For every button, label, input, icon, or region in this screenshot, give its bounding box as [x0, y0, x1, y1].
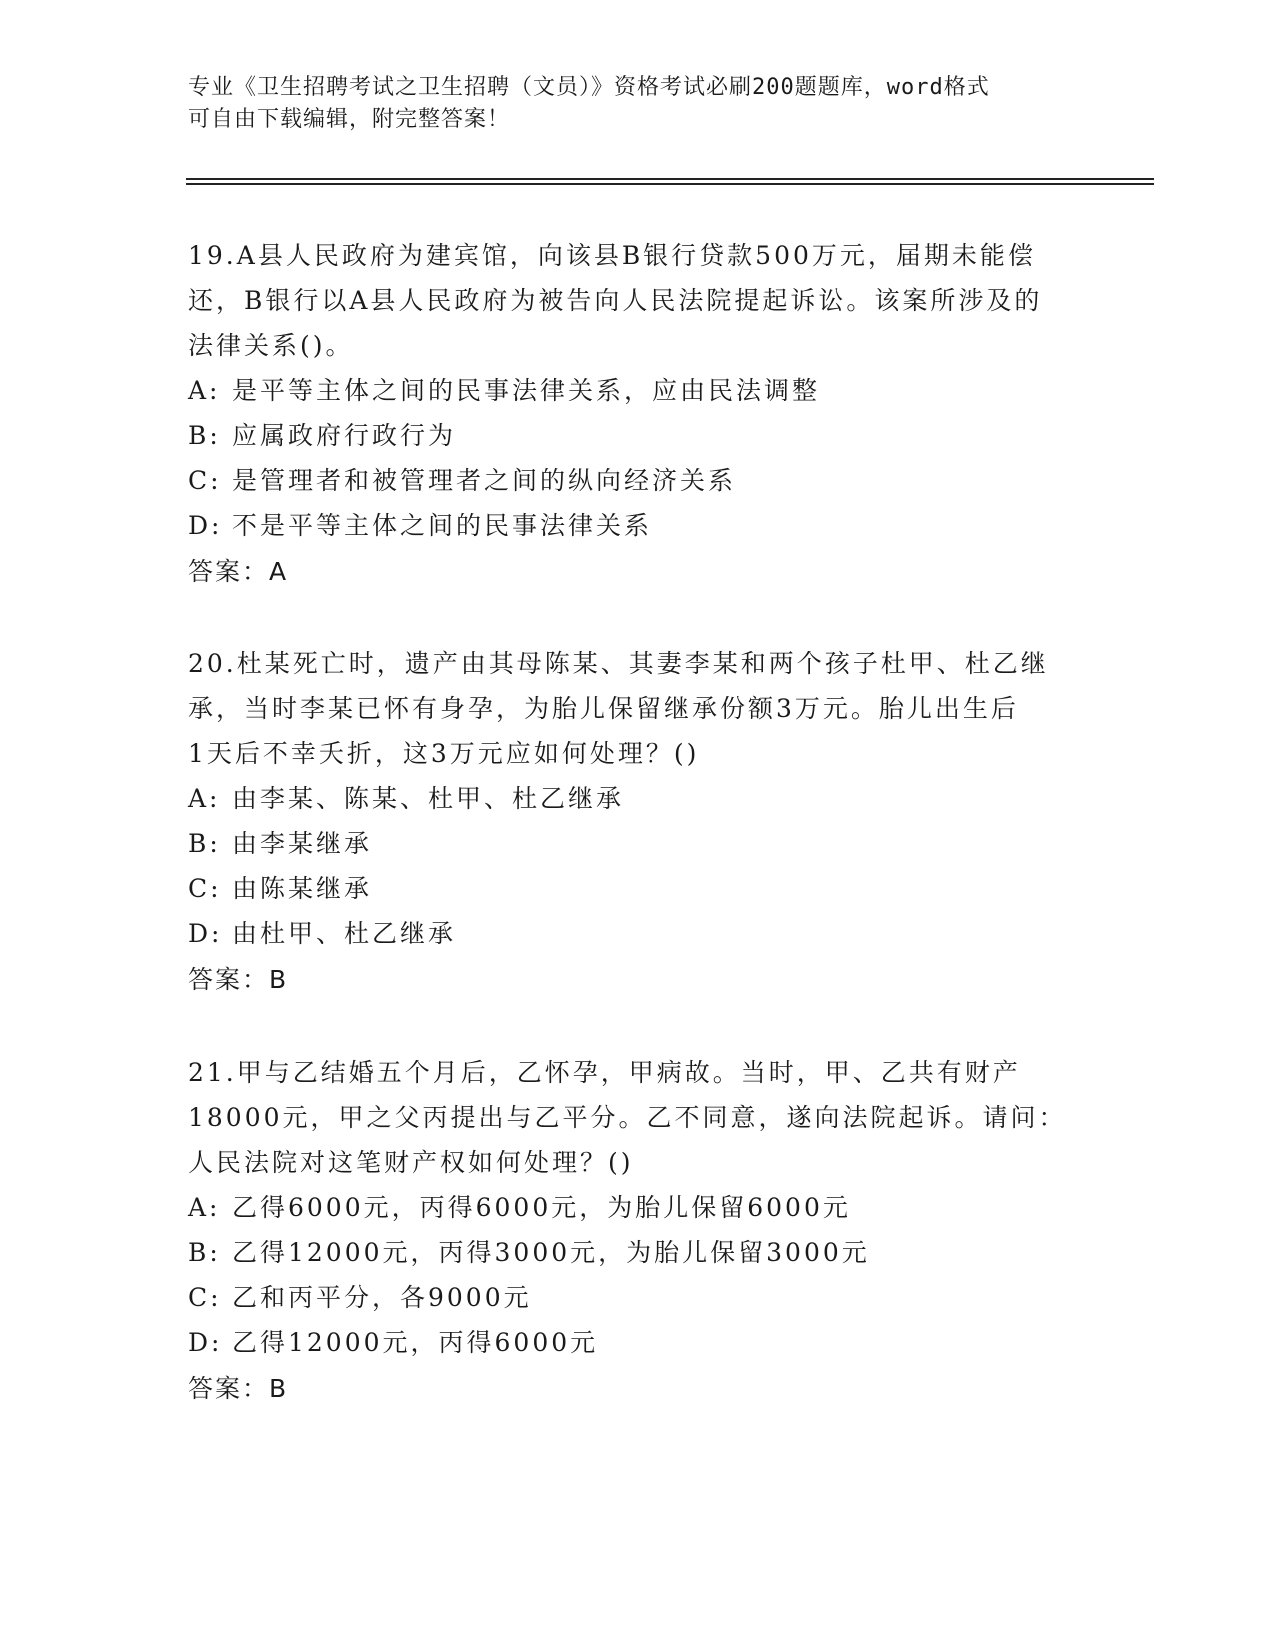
- option-label: B:: [188, 829, 221, 858]
- question-text-line: 还，B银行以A县人民政府为被告向人民法院提起诉讼。该案所涉及的: [188, 286, 1043, 315]
- option-label: A:: [188, 376, 221, 405]
- header-divider-top: [186, 178, 1154, 180]
- option-d: [188, 911, 1088, 956]
- question-21: [188, 1050, 1088, 1411]
- option-text: 由李某、陈某、杜甲、杜乙继承: [232, 784, 625, 813]
- option-d: [188, 1320, 1088, 1365]
- question-20: [188, 641, 1088, 1002]
- question-text-line: 18000元，甲之父丙提出与乙平分。乙不同意，遂向法院起诉。请问：: [188, 1103, 1067, 1132]
- option-label: B:: [188, 421, 221, 450]
- question-19: [188, 233, 1088, 594]
- option-a: [188, 1185, 1088, 1230]
- option-text: 由杜甲、杜乙继承: [232, 919, 457, 948]
- option-text: 乙得6000元，丙得6000元，为胎儿保留6000元: [232, 1193, 851, 1222]
- answer-line: 答案：B: [188, 965, 289, 994]
- option-a: [188, 368, 1088, 413]
- option-label: A:: [188, 1193, 221, 1222]
- header-line-2: 可自由下载编辑，附完整答案！: [188, 107, 511, 132]
- option-c: [188, 866, 1088, 911]
- option-label: B:: [188, 1238, 221, 1267]
- option-a: [188, 776, 1088, 821]
- option-text: 乙得12000元，丙得6000元: [232, 1328, 599, 1357]
- option-c: [188, 458, 1088, 503]
- question-text-line: 20.杜某死亡时，遗产由其母陈某、其妻李某和两个孩子杜甲、杜乙继: [188, 649, 1049, 678]
- option-d: [188, 503, 1088, 548]
- option-label: C:: [188, 466, 222, 495]
- answer-line: 答案：B: [188, 1374, 289, 1403]
- option-b: [188, 1230, 1088, 1275]
- option-text: 是平等主体之间的民事法律关系，应由民法调整: [232, 376, 821, 405]
- question-text-line: 法律关系()。: [188, 331, 354, 360]
- option-text: 乙和丙平分，各9000元: [232, 1283, 532, 1312]
- option-text: 乙得12000元，丙得3000元，为胎儿保留3000元: [232, 1238, 870, 1267]
- document-header: [188, 72, 1088, 136]
- option-text: 不是平等主体之间的民事法律关系: [232, 511, 653, 540]
- option-c: [188, 1275, 1088, 1320]
- option-label: D:: [188, 511, 223, 540]
- question-text-line: 21.甲与乙结婚五个月后，乙怀孕，甲病故。当时，甲、乙共有财产: [188, 1058, 1021, 1087]
- option-text: 是管理者和被管理者之间的纵向经济关系: [232, 466, 737, 495]
- option-label: D:: [188, 1328, 223, 1357]
- option-label: C:: [188, 1283, 222, 1312]
- option-text: 由陈某继承: [232, 874, 373, 903]
- option-b: [188, 413, 1088, 458]
- option-text: 应属政府行政行为: [232, 421, 457, 450]
- question-text-line: 19.A县人民政府为建宾馆，向该县B银行贷款500万元，届期未能偿: [188, 241, 1036, 270]
- option-text: 由李某继承: [232, 829, 373, 858]
- answer-line: 答案：A: [188, 557, 289, 586]
- question-text-line: 人民法院对这笔财产权如何处理？(): [188, 1148, 634, 1177]
- option-label: A:: [188, 784, 221, 813]
- question-text-line: 承，当时李某已怀有身孕，为胎儿保留继承份额3万元。胎儿出生后: [188, 694, 1019, 723]
- header-line-1: 专业《卫生招聘考试之卫生招聘（文员）》资格考试必刷200题题库，word格式: [188, 75, 990, 100]
- option-label: C:: [188, 874, 222, 903]
- question-text-line: 1天后不幸夭折，这3万元应如何处理？(): [188, 739, 700, 768]
- option-label: D:: [188, 919, 223, 948]
- header-divider-bottom: [186, 183, 1154, 185]
- option-b: [188, 821, 1088, 866]
